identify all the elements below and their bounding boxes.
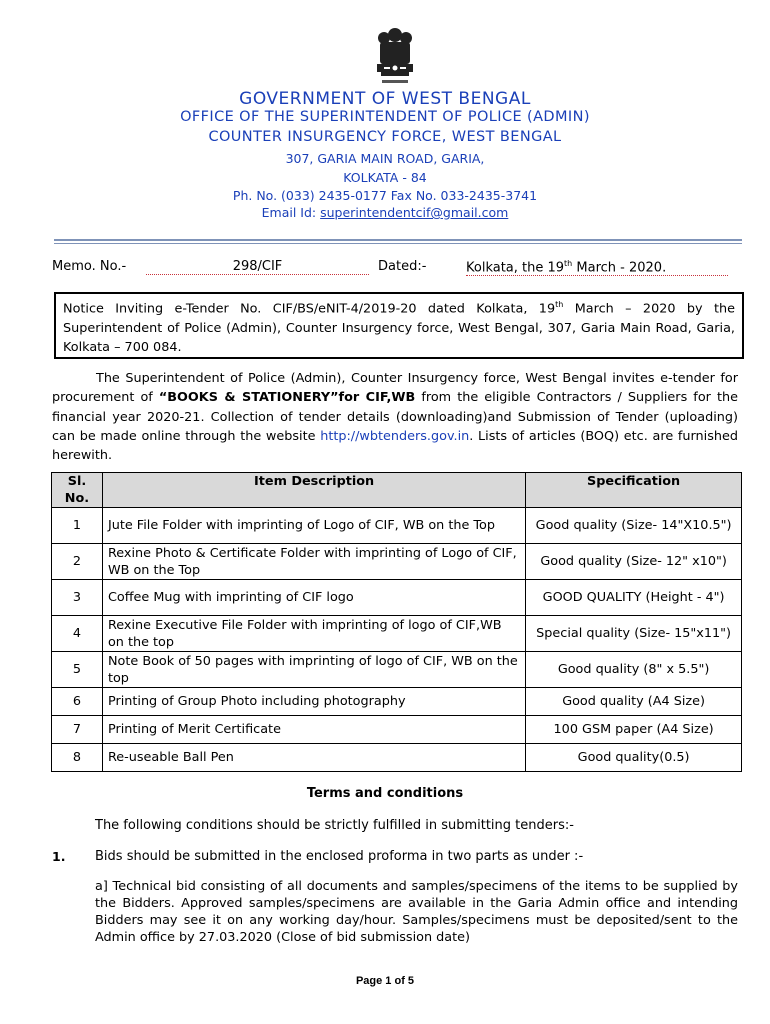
cell-spec: GOOD QUALITY (Height - 4") <box>526 580 742 616</box>
memo-label: Memo. No.- <box>52 259 127 274</box>
terms-intro: The following conditions should be strictly fulfilled in submitting tenders:- <box>95 818 574 833</box>
cell-desc: Coffee Mug with imprinting of CIF logo <box>102 580 525 616</box>
terms-title: Terms and conditions <box>306 786 464 801</box>
cell-sl: 6 <box>52 688 103 716</box>
cell-spec: Good quality(0.5) <box>526 744 742 772</box>
table-row <box>52 616 742 652</box>
page-number: Page 1 of 5 <box>355 975 415 987</box>
notice-box: Notice Inviting e-Tender No. CIF/BS/eNIT-4/2019-20 dated Kolkata, 19th March – 2020 by the Superintendent of Police (Admin), Counter Insurgency force, West Bengal, 307, Garia Main Road, Garia, Kolkata – 700 084. <box>54 292 744 359</box>
table-row <box>52 744 742 772</box>
cell-desc: Printing of Merit Certificate <box>102 716 525 744</box>
cell-sl: 7 <box>52 716 103 744</box>
table-row <box>52 652 742 688</box>
cell-desc: Jute File Folder with imprinting of Logo of CIF, WB on the Top <box>102 508 525 544</box>
header-divider <box>54 239 742 241</box>
cell-desc: Printing of Group Photo including photography <box>102 688 525 716</box>
email-label: Email Id: <box>261 205 321 220</box>
table-row <box>52 544 742 580</box>
term-number: 1. <box>52 849 66 864</box>
cell-spec: Good quality (8" x 5.5") <box>526 652 742 688</box>
table-header-row <box>52 473 742 508</box>
cell-sl: 8 <box>52 744 103 772</box>
cell-spec: Good quality (A4 Size) <box>526 688 742 716</box>
cell-sl: 3 <box>52 580 103 616</box>
address-line-1: 307, GARIA MAIN ROAD, GARIA, <box>285 151 485 166</box>
memo-number: 298/CIF <box>146 259 369 275</box>
col-header-spec: Specification <box>526 473 742 508</box>
govt-title: GOVERNMENT OF WEST BENGAL <box>239 89 531 109</box>
cell-desc: Rexine Photo & Certificate Folder with imprinting of Logo of CIF, WB on the Top <box>102 544 525 580</box>
force-title: COUNTER INSURGENCY FORCE, WEST BENGAL <box>208 129 562 145</box>
cell-sl: 1 <box>52 508 103 544</box>
office-title: OFFICE OF THE SUPERINTENDENT OF POLICE (ADMIN) <box>180 109 590 125</box>
term-subitem-a: a] Technical bid consisting of all documents and samples/specimens of the items to be supplied by the Bidders. Approved samples/specimens are available in the Garia Admin office and intending Bidders may see it on any working day/hour. Samples/specimens must be deposited/sent to the Admin office by 27.03.2020 (Close of bid submission date) <box>95 879 738 945</box>
term-text: Bids should be submitted in the enclosed proforma in two parts as under :- <box>95 849 584 864</box>
website-link[interactable]: http://wbtenders.gov.in <box>320 428 470 444</box>
col-header-sl: Sl. No. <box>52 473 103 508</box>
cell-desc: Note Book of 50 pages with imprinting of logo of CIF, WB on the top <box>102 652 525 688</box>
cell-sl: 4 <box>52 616 103 652</box>
cell-desc: Rexine Executive File Folder with imprinting of logo of CIF,WB on the top <box>102 616 525 652</box>
header-divider-thin <box>54 243 742 244</box>
cell-spec: Good quality (Size- 12" x10") <box>526 544 742 580</box>
tender-subject: “BOOKS & STATIONERY”for CIF,WB <box>158 390 416 406</box>
cell-spec: Good quality (Size- 14"X10.5") <box>526 508 742 544</box>
intro-paragraph: The Superintendent of Police (Admin), Counter Insurgency force, West Bengal invites e-tender for procurement of “BOOKS & STATIONERY”for CIF,WB from the eligible Contractors / Suppliers for the financial year 2020-21. Collection of tender details (downloading)and Submission of Tender (uploading) can be made online through the website http://wbtenders.gov.in. Lists of articles (BOQ) etc. are furnished herewith. <box>52 371 738 464</box>
cell-spec: 100 GSM paper (A4 Size) <box>526 716 742 744</box>
table-row <box>52 580 742 616</box>
articles-table <box>51 472 742 772</box>
table-row <box>52 508 742 544</box>
table-row <box>52 716 742 744</box>
email-line <box>0 205 770 220</box>
address-line-2: KOLKATA - 84 <box>343 170 427 185</box>
state-emblem-icon <box>373 24 417 90</box>
col-header-desc: Item Description <box>102 473 525 508</box>
memo-date: Kolkata, the 19th March - 2020. <box>466 259 728 276</box>
cell-sl: 5 <box>52 652 103 688</box>
dated-label: Dated:- <box>378 259 427 274</box>
cell-desc: Re-useable Ball Pen <box>102 744 525 772</box>
cell-spec: Special quality (Size- 15"x11") <box>526 616 742 652</box>
email-link[interactable]: superintendentcif@gmail.com <box>320 205 509 220</box>
table-row <box>52 688 742 716</box>
phone-fax: Ph. No. (033) 2435-0177 Fax No. 033-2435-3741 <box>232 188 538 203</box>
cell-sl: 2 <box>52 544 103 580</box>
